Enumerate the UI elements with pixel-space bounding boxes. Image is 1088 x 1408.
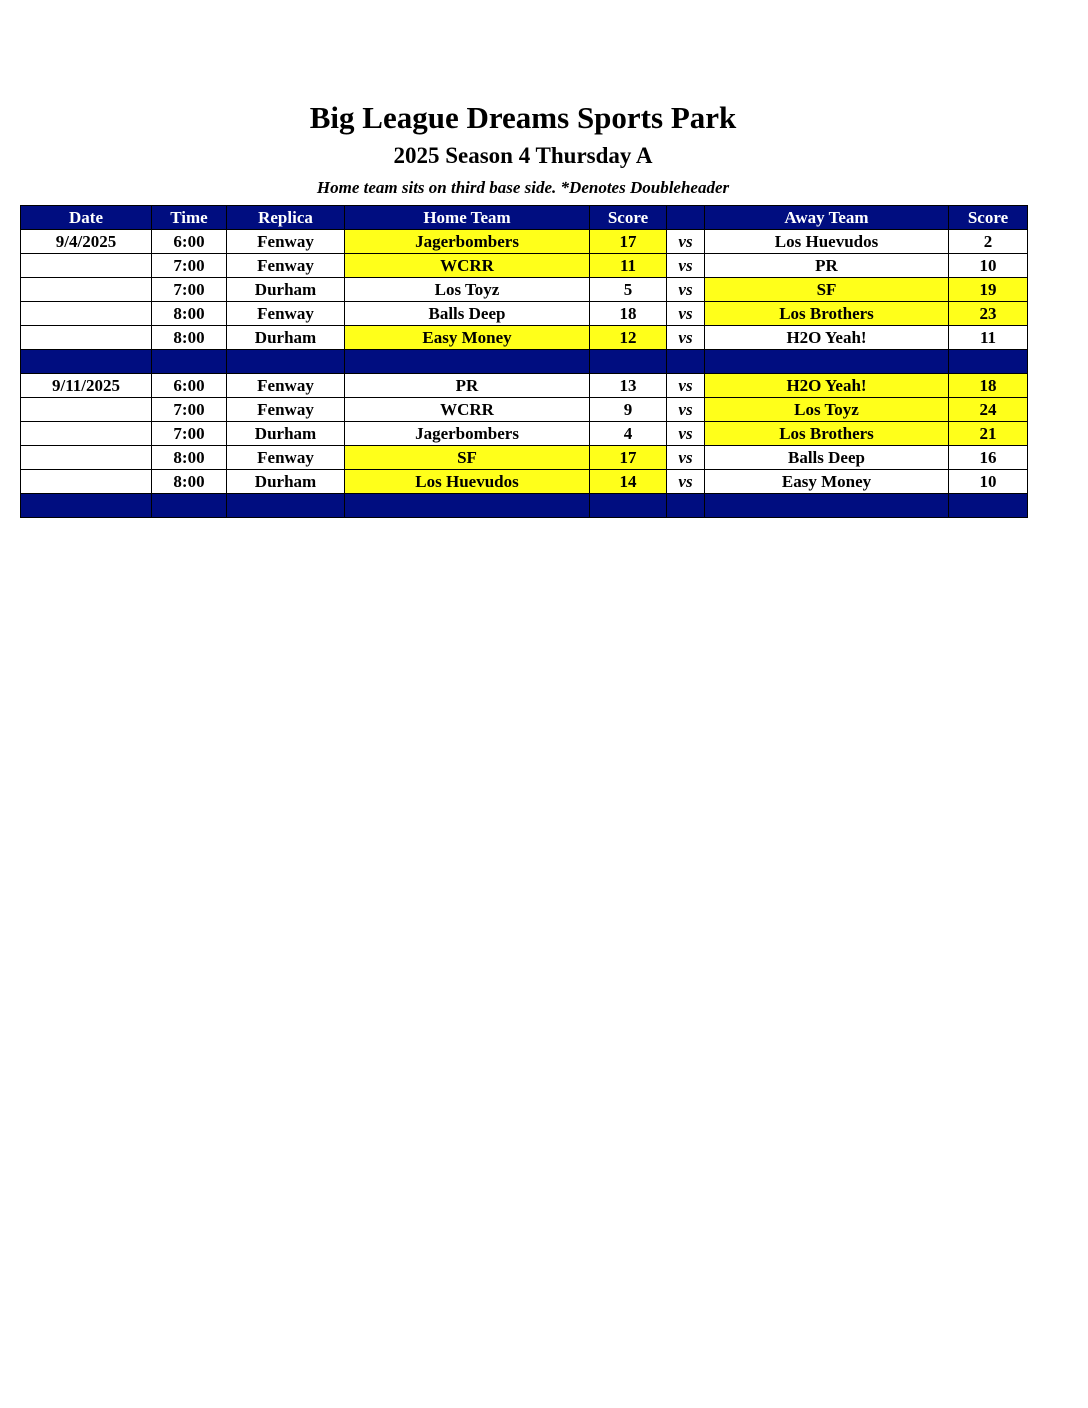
vs-cell: vs [667, 422, 705, 446]
away-team-cell: PR [705, 254, 949, 278]
time-cell: 8:00 [152, 470, 227, 494]
time-cell: 6:00 [152, 230, 227, 254]
date-cell [21, 302, 152, 326]
away-team-cell: Easy Money [705, 470, 949, 494]
separator-cell [345, 350, 590, 374]
home-team-cell: Jagerbombers [345, 422, 590, 446]
vs-cell: vs [667, 398, 705, 422]
separator-cell [152, 350, 227, 374]
home-score-cell: 13 [590, 374, 667, 398]
home-team-cell: Jagerbombers [345, 230, 590, 254]
time-cell: 8:00 [152, 446, 227, 470]
schedule-table [20, 205, 1028, 518]
away-team-cell: Los Brothers [705, 422, 949, 446]
away-score-cell: 2 [949, 230, 1028, 254]
home-score-cell: 9 [590, 398, 667, 422]
time-cell: 8:00 [152, 326, 227, 350]
column-header-home-score: Score [590, 206, 667, 230]
vs-cell: vs [667, 470, 705, 494]
table-row [21, 398, 1028, 422]
home-team-cell: Balls Deep [345, 302, 590, 326]
away-score-cell: 21 [949, 422, 1028, 446]
home-team-cell: WCRR [345, 398, 590, 422]
separator-cell [590, 494, 667, 518]
table-row [21, 302, 1028, 326]
away-team-cell: H2O Yeah! [705, 374, 949, 398]
time-cell: 7:00 [152, 254, 227, 278]
schedule-note: Home team sits on third base side. *Denotes Doubleheader [316, 178, 730, 197]
time-cell: 7:00 [152, 422, 227, 446]
replica-cell: Fenway [227, 254, 345, 278]
table-row [21, 230, 1028, 254]
away-score-cell: 24 [949, 398, 1028, 422]
vs-cell: vs [667, 278, 705, 302]
away-score-cell: 23 [949, 302, 1028, 326]
replica-cell: Fenway [227, 374, 345, 398]
vs-cell: vs [667, 446, 705, 470]
replica-cell: Durham [227, 326, 345, 350]
separator-cell [667, 494, 705, 518]
date-cell [21, 326, 152, 350]
date-cell: 9/4/2025 [21, 230, 152, 254]
replica-cell: Fenway [227, 230, 345, 254]
replica-cell: Fenway [227, 302, 345, 326]
vs-cell: vs [667, 230, 705, 254]
table-row [21, 326, 1028, 350]
table-row [21, 446, 1028, 470]
week-separator-row [21, 494, 1028, 518]
separator-cell [227, 494, 345, 518]
table-row [21, 374, 1028, 398]
date-cell [21, 446, 152, 470]
time-cell: 7:00 [152, 278, 227, 302]
date-cell [21, 278, 152, 302]
away-team-cell: Los Toyz [705, 398, 949, 422]
away-score-cell: 19 [949, 278, 1028, 302]
date-cell [21, 422, 152, 446]
home-score-cell: 17 [590, 446, 667, 470]
home-score-cell: 11 [590, 254, 667, 278]
vs-cell: vs [667, 302, 705, 326]
home-team-cell: SF [345, 446, 590, 470]
away-score-cell: 16 [949, 446, 1028, 470]
date-cell [21, 470, 152, 494]
home-team-cell: Los Toyz [345, 278, 590, 302]
vs-cell: vs [667, 254, 705, 278]
column-header-replica: Replica [227, 206, 345, 230]
separator-cell [705, 494, 949, 518]
date-cell: 9/11/2025 [21, 374, 152, 398]
separator-cell [590, 350, 667, 374]
date-cell [21, 254, 152, 278]
separator-cell [152, 494, 227, 518]
separator-cell [949, 350, 1028, 374]
column-header-date: Date [21, 206, 152, 230]
home-score-cell: 5 [590, 278, 667, 302]
column-header-time: Time [152, 206, 227, 230]
away-team-cell: Los Huevudos [705, 230, 949, 254]
away-score-cell: 11 [949, 326, 1028, 350]
separator-cell [227, 350, 345, 374]
page-title: Big League Dreams Sports Park [309, 100, 737, 135]
separator-cell [21, 350, 152, 374]
away-team-cell: H2O Yeah! [705, 326, 949, 350]
away-team-cell: Los Brothers [705, 302, 949, 326]
away-score-cell: 18 [949, 374, 1028, 398]
separator-cell [949, 494, 1028, 518]
column-header-away-team: Away Team [705, 206, 949, 230]
column-header-away-score: Score [949, 206, 1028, 230]
column-header-home-team: Home Team [345, 206, 590, 230]
header-row [21, 206, 1028, 230]
home-score-cell: 14 [590, 470, 667, 494]
time-cell: 6:00 [152, 374, 227, 398]
vs-cell: vs [667, 374, 705, 398]
away-team-cell: Balls Deep [705, 446, 949, 470]
week-separator-row [21, 350, 1028, 374]
home-team-cell: WCRR [345, 254, 590, 278]
home-score-cell: 18 [590, 302, 667, 326]
table-row [21, 422, 1028, 446]
replica-cell: Fenway [227, 446, 345, 470]
home-team-cell: Los Huevudos [345, 470, 590, 494]
date-cell [21, 398, 152, 422]
table-row [21, 254, 1028, 278]
away-score-cell: 10 [949, 470, 1028, 494]
vs-cell: vs [667, 326, 705, 350]
home-score-cell: 17 [590, 230, 667, 254]
home-score-cell: 12 [590, 326, 667, 350]
replica-cell: Fenway [227, 398, 345, 422]
away-team-cell: SF [705, 278, 949, 302]
schedule-body [21, 230, 1028, 518]
time-cell: 8:00 [152, 302, 227, 326]
replica-cell: Durham [227, 422, 345, 446]
table-row [21, 278, 1028, 302]
away-score-cell: 10 [949, 254, 1028, 278]
time-cell: 7:00 [152, 398, 227, 422]
home-team-cell: Easy Money [345, 326, 590, 350]
separator-cell [345, 494, 590, 518]
page-subtitle: 2025 Season 4 Thursday A [393, 143, 653, 168]
replica-cell: Durham [227, 470, 345, 494]
replica-cell: Durham [227, 278, 345, 302]
separator-cell [21, 494, 152, 518]
home-score-cell: 4 [590, 422, 667, 446]
column-header-vs [667, 206, 705, 230]
separator-cell [667, 350, 705, 374]
table-row [21, 470, 1028, 494]
separator-cell [705, 350, 949, 374]
home-team-cell: PR [345, 374, 590, 398]
